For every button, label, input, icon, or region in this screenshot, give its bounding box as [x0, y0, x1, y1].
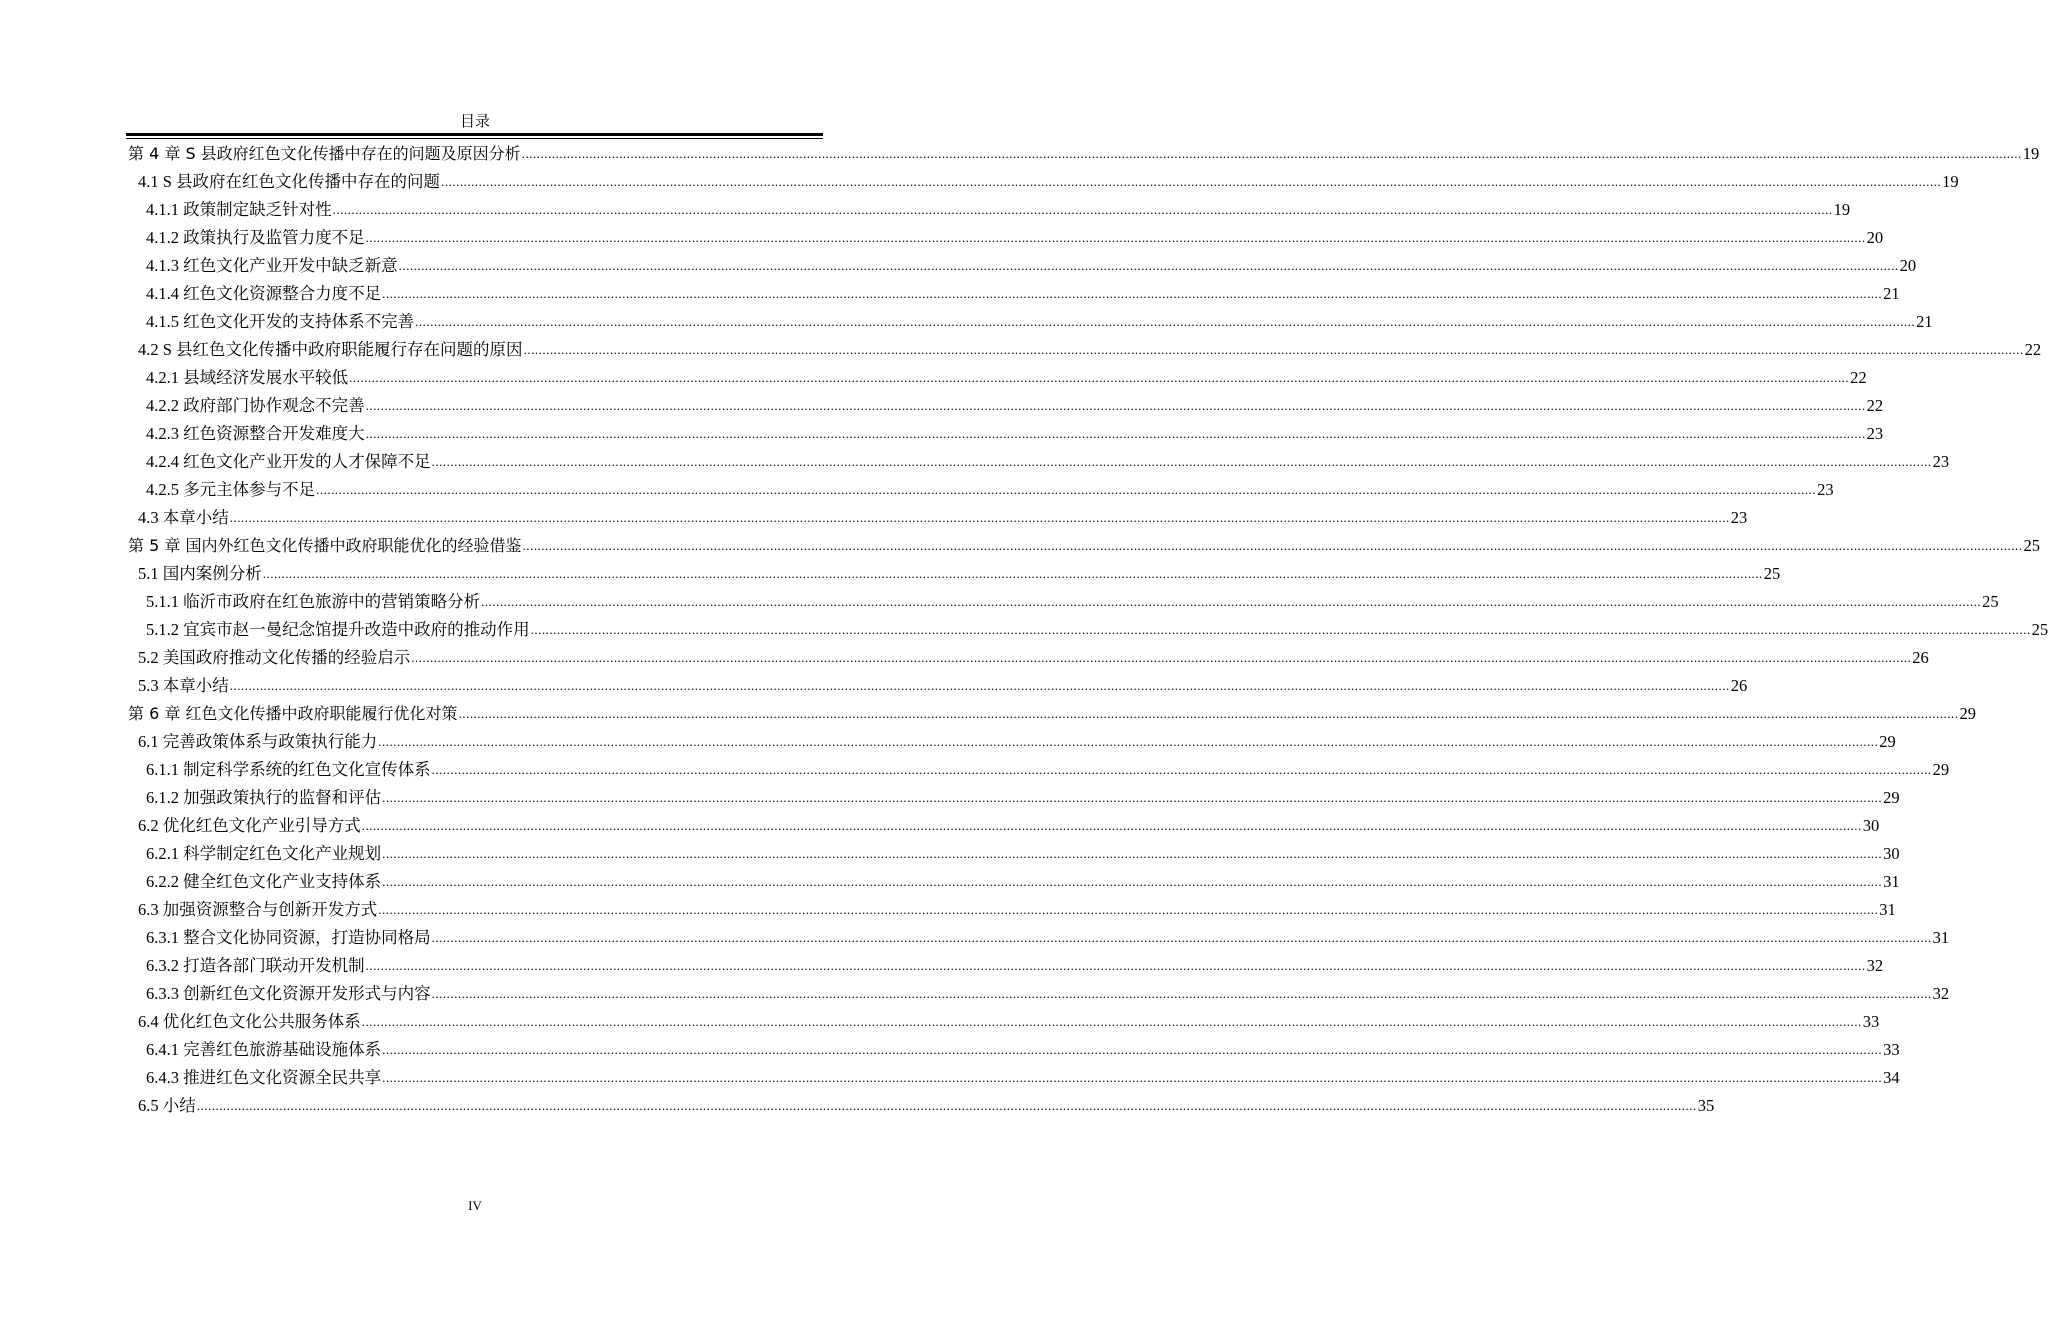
toc-dot-leader: ................................................................................................................................................................................................................................................................................................................................................................................................................: [431, 454, 1932, 469]
toc-subsection-entry[interactable]: [126, 250, 1917, 278]
toc-entry-label: 5.2 美国政府推动文化传播的经验启示: [138, 648, 411, 667]
toc-entry-page: 29: [1883, 788, 1900, 807]
toc-entry-page: 21: [1883, 284, 1900, 303]
toc-entry-label: 6.1.2 加强政策执行的监督和评估: [146, 788, 382, 807]
toc-entry-label: 6.1 完善政策体系与政策执行能力: [138, 732, 378, 751]
toc-subsection-entry[interactable]: [126, 474, 1834, 502]
toc-dot-leader: ................................................................................................................................................................................................................................................................................................................................................................................................................: [382, 874, 1883, 889]
toc-dot-leader: ................................................................................................................................................................................................................................................................................................................................................................................................................: [523, 342, 2024, 357]
toc-entry-page: 20: [1866, 228, 1884, 247]
toc-entry-page: 19: [1833, 200, 1851, 219]
toc-entry-label: 6.3.1 整合文化协同资源，打造协同格局: [146, 928, 431, 947]
toc-dot-leader: ................................................................................................................................................................................................................................................................................................................................................................................................................: [229, 510, 1730, 525]
toc-dot-leader: ................................................................................................................................................................................................................................................................................................................................................................................................................: [398, 258, 1899, 273]
toc-subsection-entry[interactable]: [126, 362, 1867, 390]
toc-subsection-entry[interactable]: [126, 922, 1950, 950]
toc-entry-label: 5.1.2 宜宾市赵一曼纪念馆提升改造中政府的推动作用: [146, 620, 530, 639]
toc-dot-leader: ................................................................................................................................................................................................................................................................................................................................................................................................................: [522, 538, 2023, 553]
toc-dot-leader: ................................................................................................................................................................................................................................................................................................................................................................................................................: [382, 1042, 1883, 1057]
toc-entry-label: 6.2.1 科学制定红色文化产业规划: [146, 844, 382, 863]
toc-entry-page: 29: [1879, 732, 1896, 751]
toc-entry-page: 25: [2031, 620, 2048, 639]
toc-entry-page: 31: [1883, 872, 1900, 891]
toc-entry-page: 23: [1730, 508, 1748, 527]
toc-section-entry[interactable]: [126, 810, 1880, 838]
toc-entry-label: 第 5 章 国内外红色文化传播中政府职能优化的经验借鉴: [128, 536, 522, 555]
toc-entry-label: 4.1.3 红色文化产业开发中缺乏新意: [146, 256, 398, 275]
toc-subsection-entry[interactable]: [126, 614, 2048, 642]
toc-dot-leader: ................................................................................................................................................................................................................................................................................................................................................................................................................: [365, 398, 1866, 413]
toc-entry-page: 21: [1916, 312, 1933, 331]
toc-section-entry[interactable]: [126, 670, 1748, 698]
toc-entry-page: 22: [1850, 368, 1867, 387]
toc-entry-page: 35: [1697, 1096, 1715, 1115]
toc-entry-label: 4.2.1 县域经济发展水平较低: [146, 368, 349, 387]
toc-entry-label: 4.1.4 红色文化资源整合力度不足: [146, 284, 382, 303]
toc-subsection-entry[interactable]: [126, 306, 1933, 334]
toc-dot-leader: ................................................................................................................................................................................................................................................................................................................................................................................................................: [441, 174, 1942, 189]
toc-entry-label: 4.2.5 多元主体参与不足: [146, 480, 316, 499]
toc-entry-page: 23: [1866, 424, 1884, 443]
toc-subsection-entry[interactable]: [126, 1034, 1900, 1062]
toc-entry-page: 22: [1866, 396, 1884, 415]
toc-entry-page: 31: [1932, 928, 1950, 947]
toc-entry-label: 6.4 优化红色文化公共服务体系: [138, 1012, 361, 1031]
toc-dot-leader: ................................................................................................................................................................................................................................................................................................................................................................................................................: [431, 986, 1932, 1001]
toc-dot-leader: ................................................................................................................................................................................................................................................................................................................................................................................................................: [481, 594, 1982, 609]
toc-subsection-entry[interactable]: [126, 194, 1851, 222]
toc-subsection-entry[interactable]: [126, 222, 1884, 250]
toc-subsection-entry[interactable]: [126, 754, 1950, 782]
toc-subsection-entry[interactable]: [126, 950, 1884, 978]
toc-section-entry[interactable]: [126, 558, 1781, 586]
toc-dot-leader: ................................................................................................................................................................................................................................................................................................................................................................................................................: [431, 762, 1932, 777]
toc-entry-page: 25: [1763, 564, 1781, 583]
table-of-contents: [126, 138, 2048, 1118]
toc-entry-label: 6.4.3 推进红色文化资源全民共享: [146, 1068, 382, 1087]
toc-dot-leader: ................................................................................................................................................................................................................................................................................................................................................................................................................: [431, 930, 1932, 945]
toc-section-entry[interactable]: [126, 642, 1929, 670]
toc-dot-leader: ................................................................................................................................................................................................................................................................................................................................................................................................................: [378, 734, 1879, 749]
toc-dot-leader: ................................................................................................................................................................................................................................................................................................................................................................................................................: [262, 566, 1763, 581]
toc-entry-label: 6.2 优化红色文化产业引导方式: [138, 816, 361, 835]
toc-entry-label: 6.5 小结: [138, 1096, 196, 1115]
toc-entry-label: 6.3 加强资源整合与创新开发方式: [138, 900, 378, 919]
toc-entry-label: 4.1.1 政策制定缺乏针对性: [146, 200, 332, 219]
toc-entry-page: 25: [1982, 592, 1999, 611]
toc-entry-page: 33: [1862, 1012, 1880, 1031]
toc-entry-page: 31: [1879, 900, 1896, 919]
toc-chapter-entry[interactable]: [126, 698, 1976, 726]
toc-section-entry[interactable]: [126, 502, 1748, 530]
page-number: IV: [468, 1198, 482, 1213]
toc-dot-leader: ................................................................................................................................................................................................................................................................................................................................................................................................................: [458, 706, 1959, 721]
toc-dot-leader: ................................................................................................................................................................................................................................................................................................................................................................................................................: [382, 846, 1883, 861]
toc-entry-label: 6.3.2 打造各部门联动开发机制: [146, 956, 365, 975]
toc-entry-page: 20: [1899, 256, 1917, 275]
toc-entry-page: 30: [1862, 816, 1880, 835]
toc-dot-leader: ................................................................................................................................................................................................................................................................................................................................................................................................................: [415, 314, 1916, 329]
toc-dot-leader: ................................................................................................................................................................................................................................................................................................................................................................................................................: [378, 902, 1879, 917]
toc-section-entry[interactable]: [126, 334, 2042, 362]
toc-dot-leader: ................................................................................................................................................................................................................................................................................................................................................................................................................: [382, 286, 1883, 301]
toc-entry-label: 6.4.1 完善红色旅游基础设施体系: [146, 1040, 382, 1059]
toc-entry-label: 4.1.2 政策执行及监管力度不足: [146, 228, 365, 247]
toc-entry-label: 第 6 章 红色文化传播中政府职能履行优化对策: [128, 704, 458, 723]
toc-entry-page: 26: [1912, 648, 1929, 667]
toc-chapter-entry[interactable]: [126, 138, 2040, 166]
toc-entry-label: 6.1.1 制定科学系统的红色文化宣传体系: [146, 760, 431, 779]
toc-section-entry[interactable]: [126, 1090, 1715, 1118]
toc-entry-label: 6.3.3 创新红色文化资源开发形式与内容: [146, 984, 431, 1003]
toc-subsection-entry[interactable]: [126, 978, 1950, 1006]
toc-entry-label: 5.1 国内案例分析: [138, 564, 262, 583]
toc-dot-leader: ................................................................................................................................................................................................................................................................................................................................................................................................................: [361, 1014, 1862, 1029]
toc-section-entry[interactable]: [126, 726, 1896, 754]
running-header-title: 目录: [459, 114, 490, 130]
toc-entry-page: 29: [1932, 760, 1950, 779]
toc-entry-page: 29: [1959, 704, 1976, 723]
toc-section-entry[interactable]: [126, 1006, 1880, 1034]
toc-dot-leader: ................................................................................................................................................................................................................................................................................................................................................................................................................: [316, 482, 1817, 497]
toc-dot-leader: ................................................................................................................................................................................................................................................................................................................................................................................................................: [349, 370, 1850, 385]
toc-dot-leader: ................................................................................................................................................................................................................................................................................................................................................................................................................: [530, 622, 2031, 637]
toc-entry-page: 19: [1942, 172, 1959, 191]
toc-entry-page: 23: [1817, 480, 1834, 499]
toc-dot-leader: ................................................................................................................................................................................................................................................................................................................................................................................................................: [361, 818, 1862, 833]
toc-dot-leader: ................................................................................................................................................................................................................................................................................................................................................................................................................: [382, 790, 1883, 805]
toc-subsection-entry[interactable]: [126, 446, 1950, 474]
toc-dot-leader: ................................................................................................................................................................................................................................................................................................................................................................................................................: [382, 1070, 1883, 1085]
toc-entry-page: 32: [1866, 956, 1884, 975]
toc-subsection-entry[interactable]: [126, 390, 1884, 418]
toc-entry-label: 5.3 本章小结: [138, 676, 229, 695]
toc-dot-leader: ................................................................................................................................................................................................................................................................................................................................................................................................................: [365, 426, 1866, 441]
toc-entry-label: 6.2.2 健全红色文化产业支持体系: [146, 872, 382, 891]
toc-dot-leader: ................................................................................................................................................................................................................................................................................................................................................................................................................: [365, 958, 1866, 973]
toc-entry-label: 4.2.3 红色资源整合开发难度大: [146, 424, 365, 443]
header-rule-thick: [126, 133, 823, 136]
toc-entry-label: 5.1.1 临沂市政府在红色旅游中的营销策略分析: [146, 592, 481, 611]
toc-section-entry[interactable]: [126, 894, 1896, 922]
toc-entry-page: 23: [1932, 452, 1950, 471]
toc-entry-label: 4.2.2 政府部门协作观念不完善: [146, 396, 365, 415]
toc-entry-label: 4.2 S 县红色文化传播中政府职能履行存在问题的原因: [138, 340, 523, 359]
toc-subsection-entry[interactable]: [126, 838, 1900, 866]
toc-entry-label: 第 4 章 S 县政府红色文化传播中存在的问题及原因分析: [128, 144, 521, 163]
toc-entry-page: 19: [2022, 144, 2040, 163]
toc-entry-label: 4.1 S 县政府在红色文化传播中存在的问题: [138, 172, 441, 191]
toc-subsection-entry[interactable]: [126, 586, 1999, 614]
toc-entry-page: 26: [1730, 676, 1748, 695]
toc-entry-page: 22: [2024, 340, 2042, 359]
toc-entry-label: 4.2.4 红色文化产业开发的人才保障不足: [146, 452, 431, 471]
toc-entry-page: 32: [1932, 984, 1950, 1003]
toc-subsection-entry[interactable]: [126, 278, 1900, 306]
toc-entry-page: 25: [2023, 536, 2040, 555]
toc-entry-page: 34: [1883, 1068, 1900, 1087]
toc-subsection-entry[interactable]: [126, 1062, 1900, 1090]
toc-dot-leader: ................................................................................................................................................................................................................................................................................................................................................................................................................: [196, 1098, 1697, 1113]
toc-subsection-entry[interactable]: [126, 782, 1900, 810]
toc-dot-leader: ................................................................................................................................................................................................................................................................................................................................................................................................................: [521, 146, 2022, 161]
toc-dot-leader: ................................................................................................................................................................................................................................................................................................................................................................................................................: [229, 678, 1730, 693]
toc-dot-leader: ................................................................................................................................................................................................................................................................................................................................................................................................................: [365, 230, 1866, 245]
toc-dot-leader: ................................................................................................................................................................................................................................................................................................................................................................................................................: [411, 650, 1912, 665]
toc-chapter-entry[interactable]: [126, 530, 2040, 558]
toc-entry-page: 30: [1883, 844, 1900, 863]
toc-entry-label: 4.3 本章小结: [138, 508, 229, 527]
toc-section-entry[interactable]: [126, 166, 1959, 194]
toc-entry-page: 33: [1883, 1040, 1900, 1059]
toc-entry-label: 4.1.5 红色文化开发的支持体系不完善: [146, 312, 415, 331]
toc-subsection-entry[interactable]: [126, 418, 1884, 446]
toc-subsection-entry[interactable]: [126, 866, 1900, 894]
toc-dot-leader: ................................................................................................................................................................................................................................................................................................................................................................................................................: [332, 202, 1833, 217]
